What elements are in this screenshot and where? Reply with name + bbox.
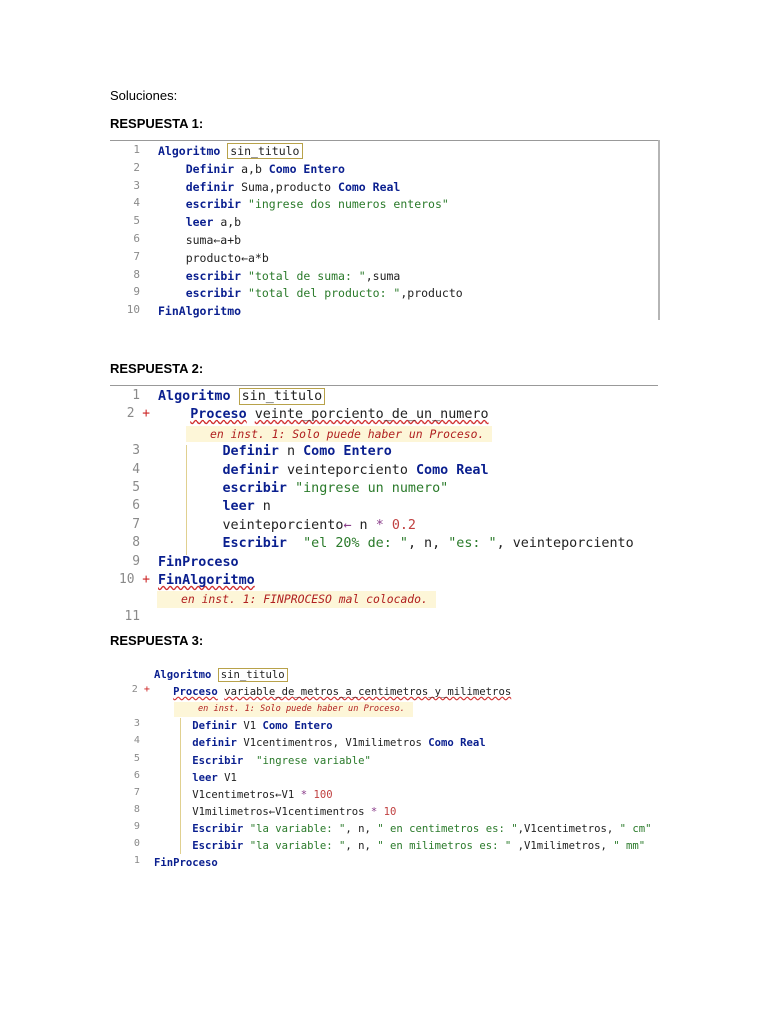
keyword-error: FinAlgoritmo: [158, 573, 255, 588]
code-line: [158, 406, 489, 424]
string-literal: " en milimetros es: ": [377, 840, 512, 852]
code-line: [158, 535, 634, 553]
line-number: 3: [132, 443, 140, 459]
keyword-error: Proceso: [190, 407, 247, 423]
code-text: [158, 197, 186, 211]
code-line: [158, 498, 271, 516]
error-message: en inst. 1: Solo puede haber un Proceso.: [186, 426, 492, 442]
string-literal: "total de suma: ": [248, 268, 366, 283]
code-line: [158, 285, 463, 303]
code-text: [158, 481, 223, 496]
algorithm-name: sin_titulo: [227, 143, 302, 159]
operator: *: [300, 788, 308, 801]
code-text: [158, 215, 186, 229]
string-literal: "ingrese un numero": [295, 481, 449, 496]
line-number: 4: [133, 735, 140, 747]
code-line: [158, 517, 416, 535]
keyword: Definir: [222, 444, 279, 460]
line-number: 7: [132, 516, 140, 532]
code-text: [158, 180, 186, 194]
line-number: 2 +: [126, 406, 150, 422]
code-line: [154, 787, 333, 804]
code-text: V1centimentros, V1milimetros: [236, 737, 429, 750]
string-literal: "total del producto: ": [248, 286, 401, 301]
number-literal: 0.2: [391, 517, 416, 533]
keyword: Como Real: [428, 737, 486, 750]
string-literal: " cm": [619, 822, 652, 835]
line-number: 1: [132, 388, 140, 403]
line-number: 11: [124, 608, 140, 624]
code-text: [241, 286, 248, 300]
line-number: 3: [133, 718, 140, 730]
code-line: [154, 718, 333, 735]
string-literal: "la variable: ": [249, 840, 346, 852]
string-literal: "ingrese dos numeros enteros": [248, 197, 449, 212]
code-text: veinteporciento: [158, 517, 344, 533]
code-line: [154, 855, 218, 872]
keyword: FinAlgoritmo: [158, 304, 242, 319]
keyword: Como Entero: [303, 444, 392, 460]
keyword: Como Entero: [268, 161, 345, 176]
keyword: definir: [185, 179, 235, 194]
line-number: 2: [133, 160, 140, 174]
code-text: [287, 536, 303, 551]
keyword: leer: [192, 771, 218, 784]
code-line: [154, 821, 652, 838]
line-number: 6: [132, 498, 140, 514]
code-text: veinteporciento: [278, 462, 416, 478]
keyword: definir: [192, 737, 237, 750]
line-number: 7: [133, 786, 140, 798]
line-number: 9: [133, 285, 140, 299]
line-number: 9: [132, 553, 140, 569]
code-text: [158, 162, 186, 176]
code-text: V1milimetros←V1centimentros: [154, 805, 371, 818]
code-text: [154, 823, 192, 835]
code-text: [243, 755, 256, 767]
code-line: [158, 179, 400, 197]
code-line: [158, 214, 241, 232]
keyword: leer: [222, 499, 255, 515]
code-line: [158, 462, 489, 480]
code-text: [158, 269, 186, 283]
code-line: [158, 443, 392, 461]
keyword: definir: [222, 462, 279, 478]
code-line: [158, 196, 449, 214]
code-text: [158, 444, 223, 459]
keyword: escribir: [185, 197, 242, 212]
keyword: Escribir: [192, 822, 244, 835]
code-text: ,V1milimetros,: [511, 840, 614, 852]
code-text: V1: [236, 720, 263, 733]
code-text: [241, 197, 248, 211]
code-line: [154, 735, 486, 752]
code-text: n: [254, 499, 271, 515]
code-text: n: [278, 444, 304, 460]
keyword: Algoritmo: [158, 144, 221, 158]
keyword: Definir: [192, 720, 237, 733]
operator: *: [375, 517, 384, 533]
string-literal: "ingrese variable": [256, 754, 371, 767]
line-number: 3: [133, 178, 140, 192]
code-line: [154, 684, 511, 701]
line-number: 4: [132, 461, 140, 477]
code-line: [158, 250, 269, 268]
operator: ←: [343, 517, 352, 533]
keyword: Algoritmo: [154, 669, 212, 681]
code-text: [384, 518, 392, 533]
code-text: [154, 772, 192, 784]
keyword-error: Proceso: [173, 686, 218, 699]
code-text: ,suma: [365, 268, 401, 283]
line-number: 4: [133, 196, 140, 210]
line-number: 10: [126, 303, 140, 317]
string-literal: "la variable: ": [249, 822, 346, 835]
line-number: 5: [132, 480, 140, 495]
code-text: V1centimetros←V1: [154, 788, 301, 801]
code-block-1-edge: [658, 140, 660, 320]
operator: *: [370, 805, 378, 818]
string-literal: "es: ": [448, 536, 497, 552]
code-text: , n,: [345, 840, 378, 852]
code-text: [154, 686, 173, 698]
line-number: 6: [133, 232, 140, 245]
code-block-1-border: [110, 140, 659, 141]
line-number: 2 +: [131, 684, 150, 696]
identifier-error: veinte_porciento_de_un_numero: [254, 407, 489, 423]
code-text: a,b: [234, 161, 269, 176]
code-text: [241, 269, 248, 283]
algorithm-name: sin_titulo: [218, 668, 288, 682]
code-text: [287, 481, 295, 496]
code-text: producto←a*b: [158, 250, 269, 265]
code-text: [154, 737, 192, 749]
code-text: suma←a+b: [158, 233, 242, 247]
line-number: 8: [132, 535, 140, 551]
line-number: 10 +: [118, 572, 150, 587]
identifier-error: variable_de_metros_a_centimetros_y_milimetros: [224, 686, 512, 699]
code-text: [158, 286, 186, 300]
code-text: ,producto: [400, 286, 463, 301]
algorithm-name: sin_titulo: [239, 388, 326, 405]
code-text: V1: [217, 771, 237, 784]
code-line: [158, 388, 325, 406]
code-line: [154, 804, 396, 821]
keyword: Algoritmo: [158, 389, 231, 404]
code-line: [154, 753, 371, 770]
string-literal: " en centimetros es: ": [377, 822, 518, 835]
keyword: leer: [185, 215, 214, 230]
keyword: Definir: [185, 161, 235, 176]
code-line: [154, 838, 645, 855]
line-number: 5: [133, 214, 140, 228]
code-text: , veinteporciento: [496, 536, 634, 552]
keyword: Como Real: [416, 462, 489, 478]
line-number: 0: [133, 838, 140, 849]
code-line: [154, 667, 288, 684]
code-text: a,b: [213, 215, 242, 230]
page-title: Soluciones:: [110, 88, 178, 103]
keyword: escribir: [185, 268, 242, 283]
keyword: Como Real: [338, 179, 401, 194]
keyword: escribir: [222, 481, 287, 496]
string-literal: " mm": [613, 840, 646, 852]
code-text: [211, 669, 217, 681]
keyword: FinProceso: [158, 554, 239, 570]
code-line: [158, 268, 400, 286]
respuesta-1-heading: RESPUESTA 1:: [110, 116, 204, 131]
error-message: en inst. 1: FINPROCESO mal colocado.: [157, 591, 436, 607]
code-line: [154, 770, 237, 787]
code-line: [158, 143, 303, 161]
line-number: 8: [133, 267, 140, 281]
code-line: [158, 554, 239, 572]
code-text: [231, 389, 239, 404]
error-message: en inst. 1: Solo puede haber un Proceso.: [174, 702, 413, 717]
code-text: [154, 840, 192, 852]
code-text: Suma,producto: [234, 179, 339, 194]
number-literal: 10: [383, 805, 397, 818]
code-line: [158, 480, 448, 498]
code-text: , n,: [407, 536, 449, 552]
code-line: [158, 303, 241, 321]
code-text: [154, 755, 192, 767]
line-number: 8: [133, 803, 140, 815]
code-text: [158, 407, 190, 422]
line-number: 1: [133, 143, 140, 156]
line-number: 1: [133, 855, 140, 867]
line-number: 5: [133, 752, 140, 764]
code-text: [154, 720, 192, 732]
string-literal: "el 20% de: ": [303, 536, 408, 552]
keyword: Escribir: [192, 754, 244, 767]
code-text: [158, 499, 223, 514]
code-text: ,V1centimetros,: [517, 822, 620, 835]
keyword: escribir: [185, 286, 242, 301]
number-literal: 100: [313, 788, 333, 801]
code-line: [158, 161, 345, 179]
code-text: , n,: [345, 822, 378, 835]
code-text: [158, 463, 223, 478]
line-number: 7: [133, 249, 140, 263]
keyword: Como Entero: [262, 720, 333, 733]
line-number: 6: [133, 769, 140, 781]
respuesta-2-heading: RESPUESTA 2:: [110, 361, 204, 376]
code-block-2-border: [110, 385, 658, 386]
respuesta-3-heading: RESPUESTA 3:: [110, 633, 204, 648]
keyword: Escribir: [192, 840, 244, 852]
keyword: FinProceso: [154, 857, 218, 870]
line-number: 9: [133, 820, 140, 832]
code-line: [158, 572, 255, 590]
code-text: [158, 536, 223, 551]
code-text: [247, 407, 255, 422]
code-line: [158, 232, 241, 250]
keyword: Escribir: [222, 536, 287, 552]
code-text: n: [351, 517, 376, 533]
